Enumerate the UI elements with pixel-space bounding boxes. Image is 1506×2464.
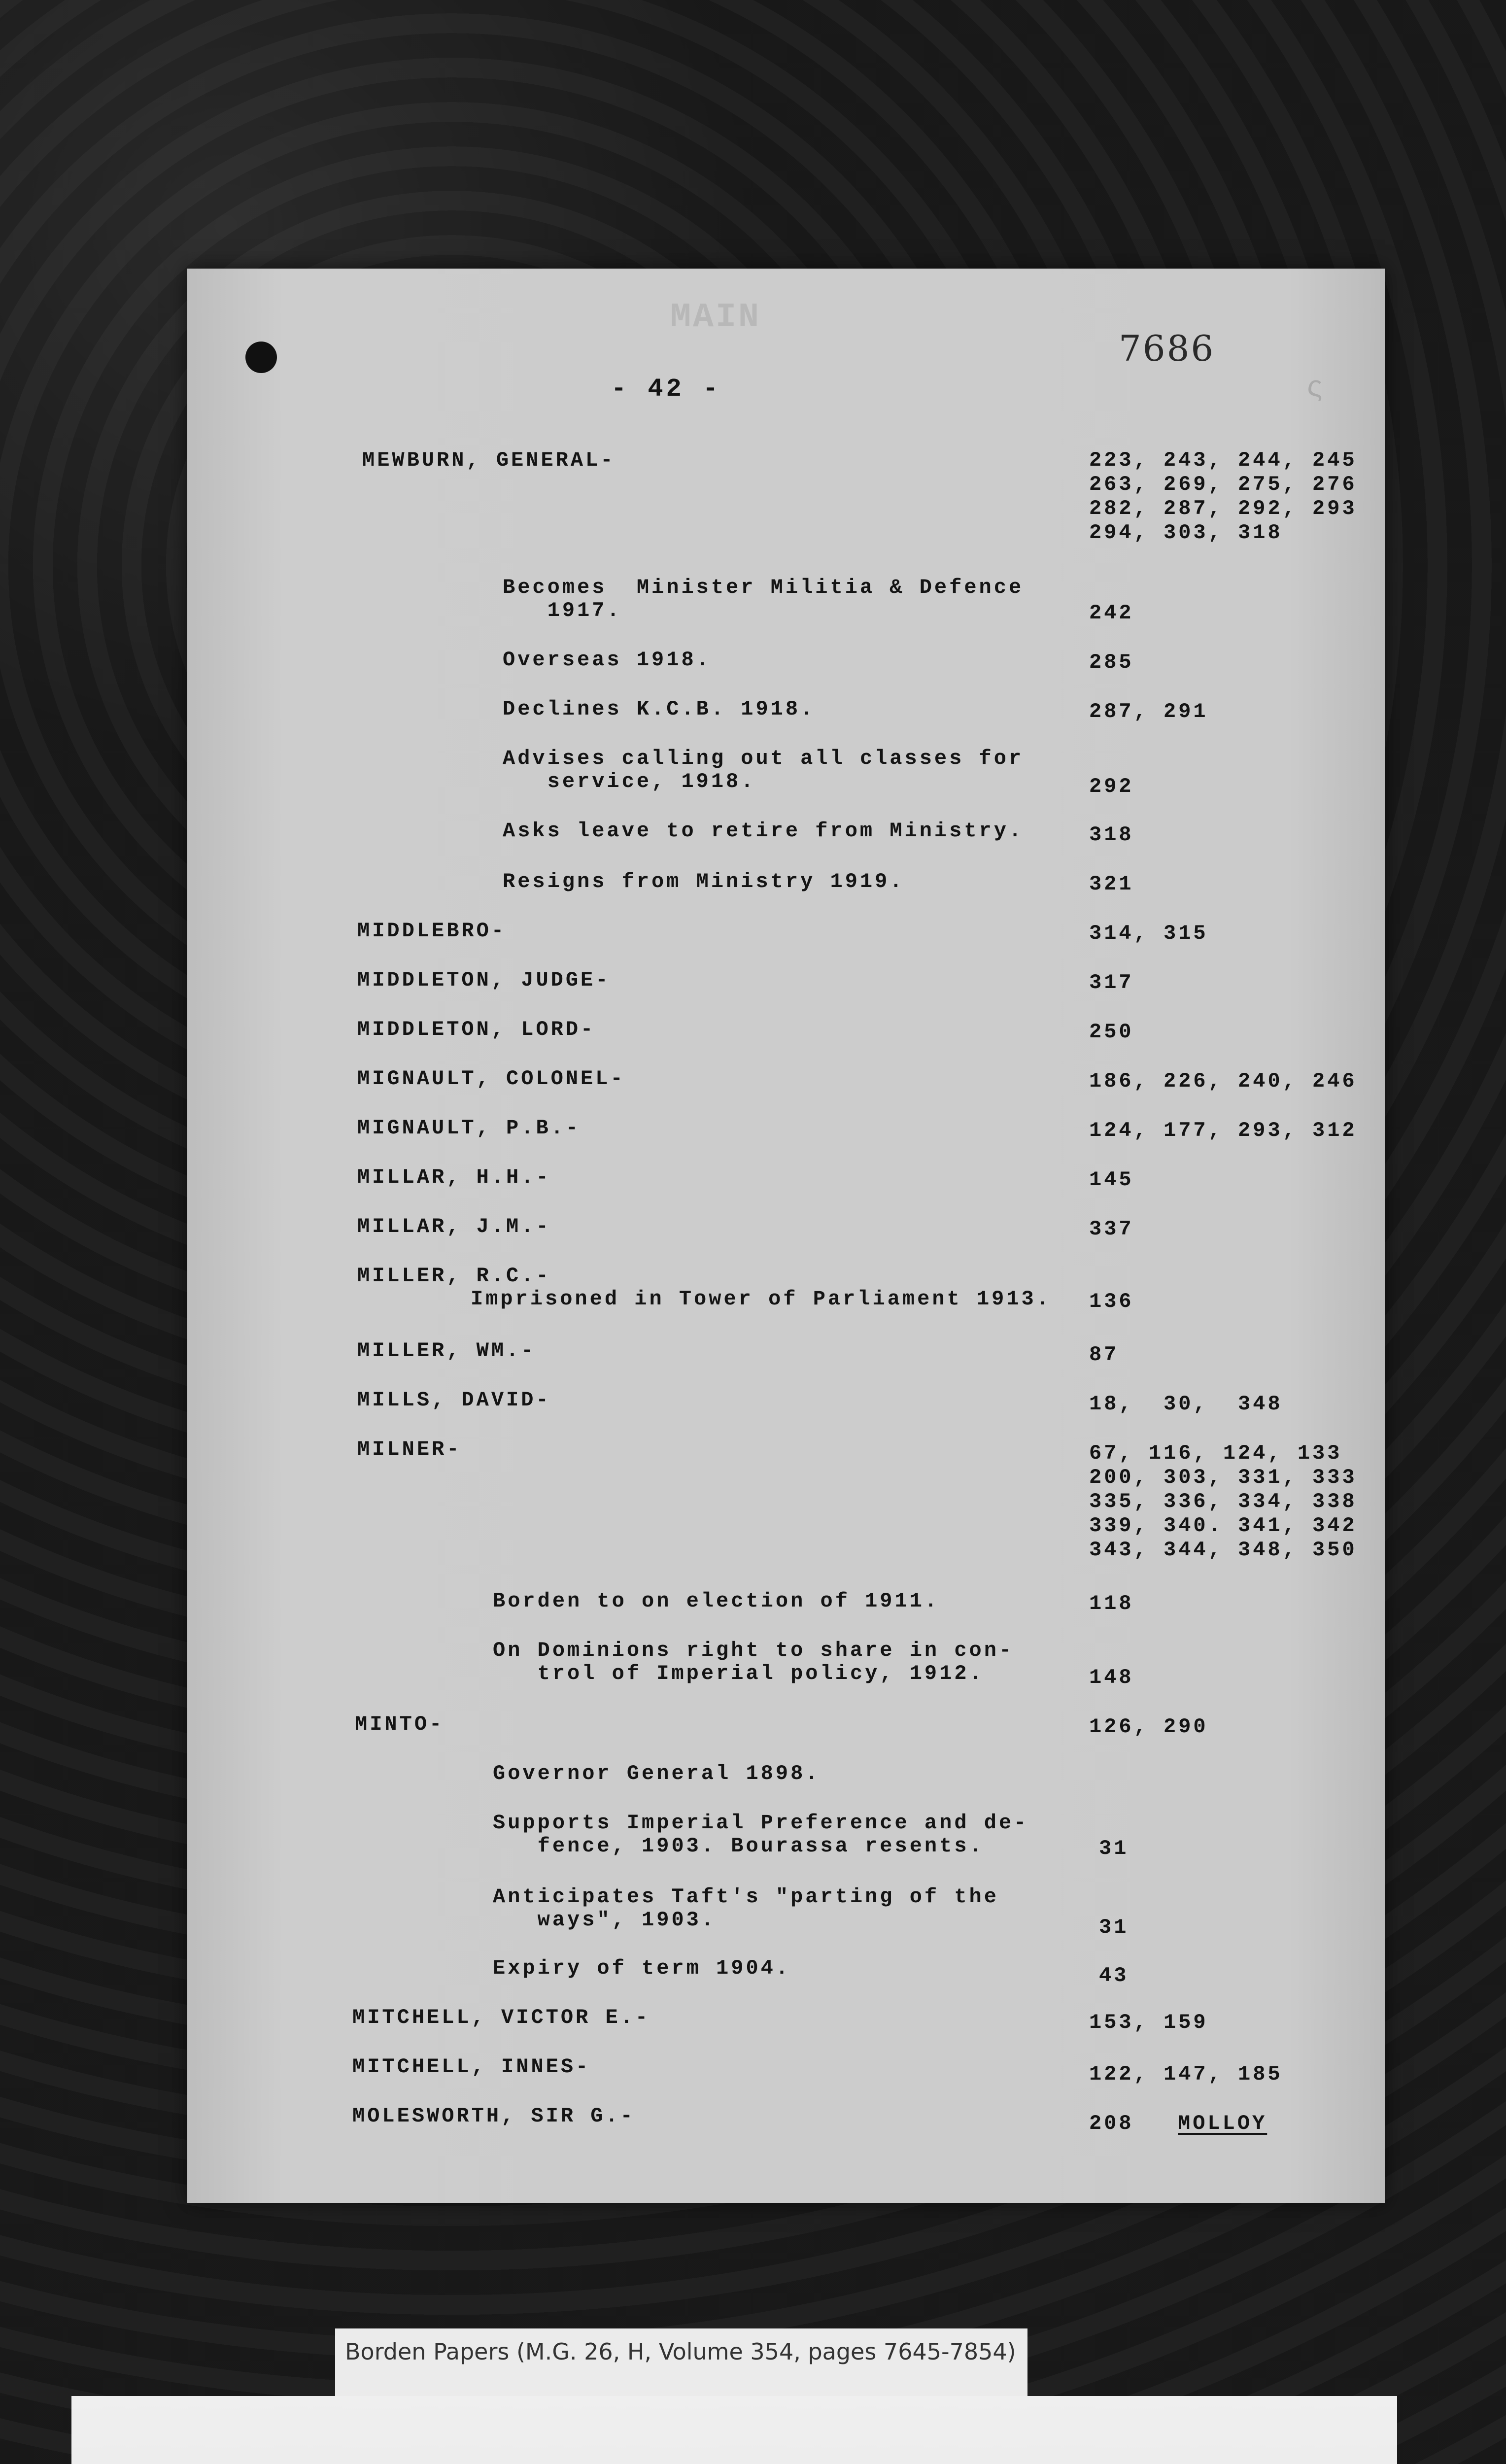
entry-name: MIDDLETON, JUDGE- — [357, 968, 611, 992]
entry-sub: Borden to on election of 1911. — [493, 1589, 940, 1613]
entry-sub: On Dominions right to share in con- — [493, 1639, 1014, 1662]
entry-pages: 250 — [1089, 1020, 1134, 1044]
entry-pages: 153, 159 — [1089, 2011, 1208, 2034]
entry-name: MILLER, R.C.- — [357, 1264, 551, 1288]
typed-index-page — [187, 269, 1385, 2203]
entry-pages: 318 — [1089, 823, 1134, 847]
entry-name: MILLAR, H.H.- — [357, 1165, 551, 1189]
entry-pages: 124, 177, 293, 312 — [1089, 1119, 1357, 1142]
entry-sub: Asks leave to retire from Ministry. — [503, 819, 1024, 843]
entry-sub: trol of Imperial policy, 1912. — [493, 1662, 984, 1685]
entry-pages: 282, 287, 292, 293 — [1089, 497, 1357, 520]
entry-pages: 126, 290 — [1089, 1715, 1208, 1739]
entry-pages: 145 — [1089, 1168, 1134, 1192]
entry-name: MIGNAULT, COLONEL- — [357, 1067, 625, 1091]
entry-pages: 223, 243, 244, 245 — [1089, 448, 1357, 472]
entry-pages: 31 — [1099, 1837, 1129, 1860]
entry-sub: Resigns from Ministry 1919. — [503, 870, 905, 893]
punch-hole — [245, 342, 277, 373]
entry-pages: 292 — [1089, 775, 1134, 798]
entry-sub: Anticipates Taft's "parting of the — [493, 1885, 999, 1909]
entry-pages: 263, 269, 275, 276 — [1089, 473, 1357, 496]
entry-pages: 339, 340. 341, 342 — [1089, 1514, 1357, 1538]
entry-pages: 208 — [1089, 2112, 1134, 2135]
entry-sub: Advises calling out all classes for — [503, 747, 1024, 770]
reference-label: Borden Papers (M.G. 26, H, Volume 354, pages 7645-7854) — [335, 2328, 1027, 2397]
entry-sub: ways", 1903. — [493, 1908, 717, 1932]
entry-pages: 200, 303, 331, 333 — [1089, 1466, 1357, 1489]
entry-sub: Declines K.C.B. 1918. — [503, 697, 816, 721]
entry-name: MINTO- — [355, 1712, 445, 1736]
entry-sub: Imprisoned in Tower of Parliament 1913. — [471, 1287, 1051, 1311]
entry-name: MILLAR, J.M.- — [357, 1215, 551, 1238]
entry-sub: service, 1918. — [503, 770, 756, 793]
entry-pages: 136 — [1089, 1290, 1134, 1313]
entry-sub: Expiry of term 1904. — [493, 1956, 791, 1980]
entry-pages: 321 — [1089, 872, 1134, 896]
entry-pages: 285 — [1089, 650, 1134, 674]
entry-name: MEWBURN, GENERAL- — [362, 448, 616, 472]
entry-pages: 337 — [1089, 1217, 1134, 1241]
pencil-mark: ς — [1306, 372, 1324, 406]
entry-pages: 294, 303, 318 — [1089, 521, 1283, 545]
page-number: 7686 — [1119, 328, 1215, 369]
entry-name: MITCHELL, INNES- — [352, 2055, 591, 2079]
entry-pages: 343, 344, 348, 350 — [1089, 1538, 1357, 1562]
entry-sub: 1917. — [503, 599, 622, 622]
entry-sub: fence, 1903. Bourassa resents. — [493, 1834, 984, 1858]
entry-pages: 87 — [1089, 1343, 1119, 1367]
entry-sub: Overseas 1918. — [503, 648, 711, 672]
entry-sub: Governor General 1898. — [493, 1762, 821, 1785]
entry-pages: 314, 315 — [1089, 922, 1208, 945]
entry-name: MITCHELL, VICTOR E.- — [352, 2006, 650, 2029]
entry-sub: Supports Imperial Preference and de- — [493, 1811, 1029, 1835]
entry-name: MILLS, DAVID- — [357, 1388, 551, 1412]
faded-stamp: MAIN — [670, 298, 761, 337]
entry-name: MIGNAULT, P.B.- — [357, 1116, 581, 1140]
entry-name: MILLER, WM.- — [357, 1339, 536, 1363]
entry-name: MILNER- — [357, 1437, 462, 1461]
entry-pages: 148 — [1089, 1666, 1134, 1689]
entry-name: MOLESWORTH, SIR G.- — [352, 2104, 635, 2128]
entry-sub: Becomes Minister Militia & Defence — [503, 576, 1024, 599]
entry-name: MIDDLETON, LORD- — [357, 1018, 596, 1041]
entry-pages: 122, 147, 185 — [1089, 2062, 1283, 2086]
see-also-note: MOLLOY — [1178, 2112, 1267, 2135]
entry-name: MIDDLEBRO- — [357, 919, 507, 943]
entry-pages: 67, 116, 124, 133 — [1089, 1441, 1342, 1465]
entry-pages: 242 — [1089, 601, 1134, 625]
archives-card — [71, 2396, 1397, 2464]
entry-pages: 31 — [1099, 1916, 1129, 1939]
sheet-number: - 42 - — [611, 375, 721, 404]
entry-pages: 317 — [1089, 971, 1134, 994]
entry-pages: 118 — [1089, 1592, 1134, 1615]
entry-pages: 287, 291 — [1089, 700, 1208, 723]
entry-pages: 43 — [1099, 1964, 1129, 1987]
entry-pages: 335, 336, 334, 338 — [1089, 1490, 1357, 1513]
entry-pages: 18, 30, 348 — [1089, 1392, 1283, 1416]
entry-pages: 186, 226, 240, 246 — [1089, 1069, 1357, 1093]
